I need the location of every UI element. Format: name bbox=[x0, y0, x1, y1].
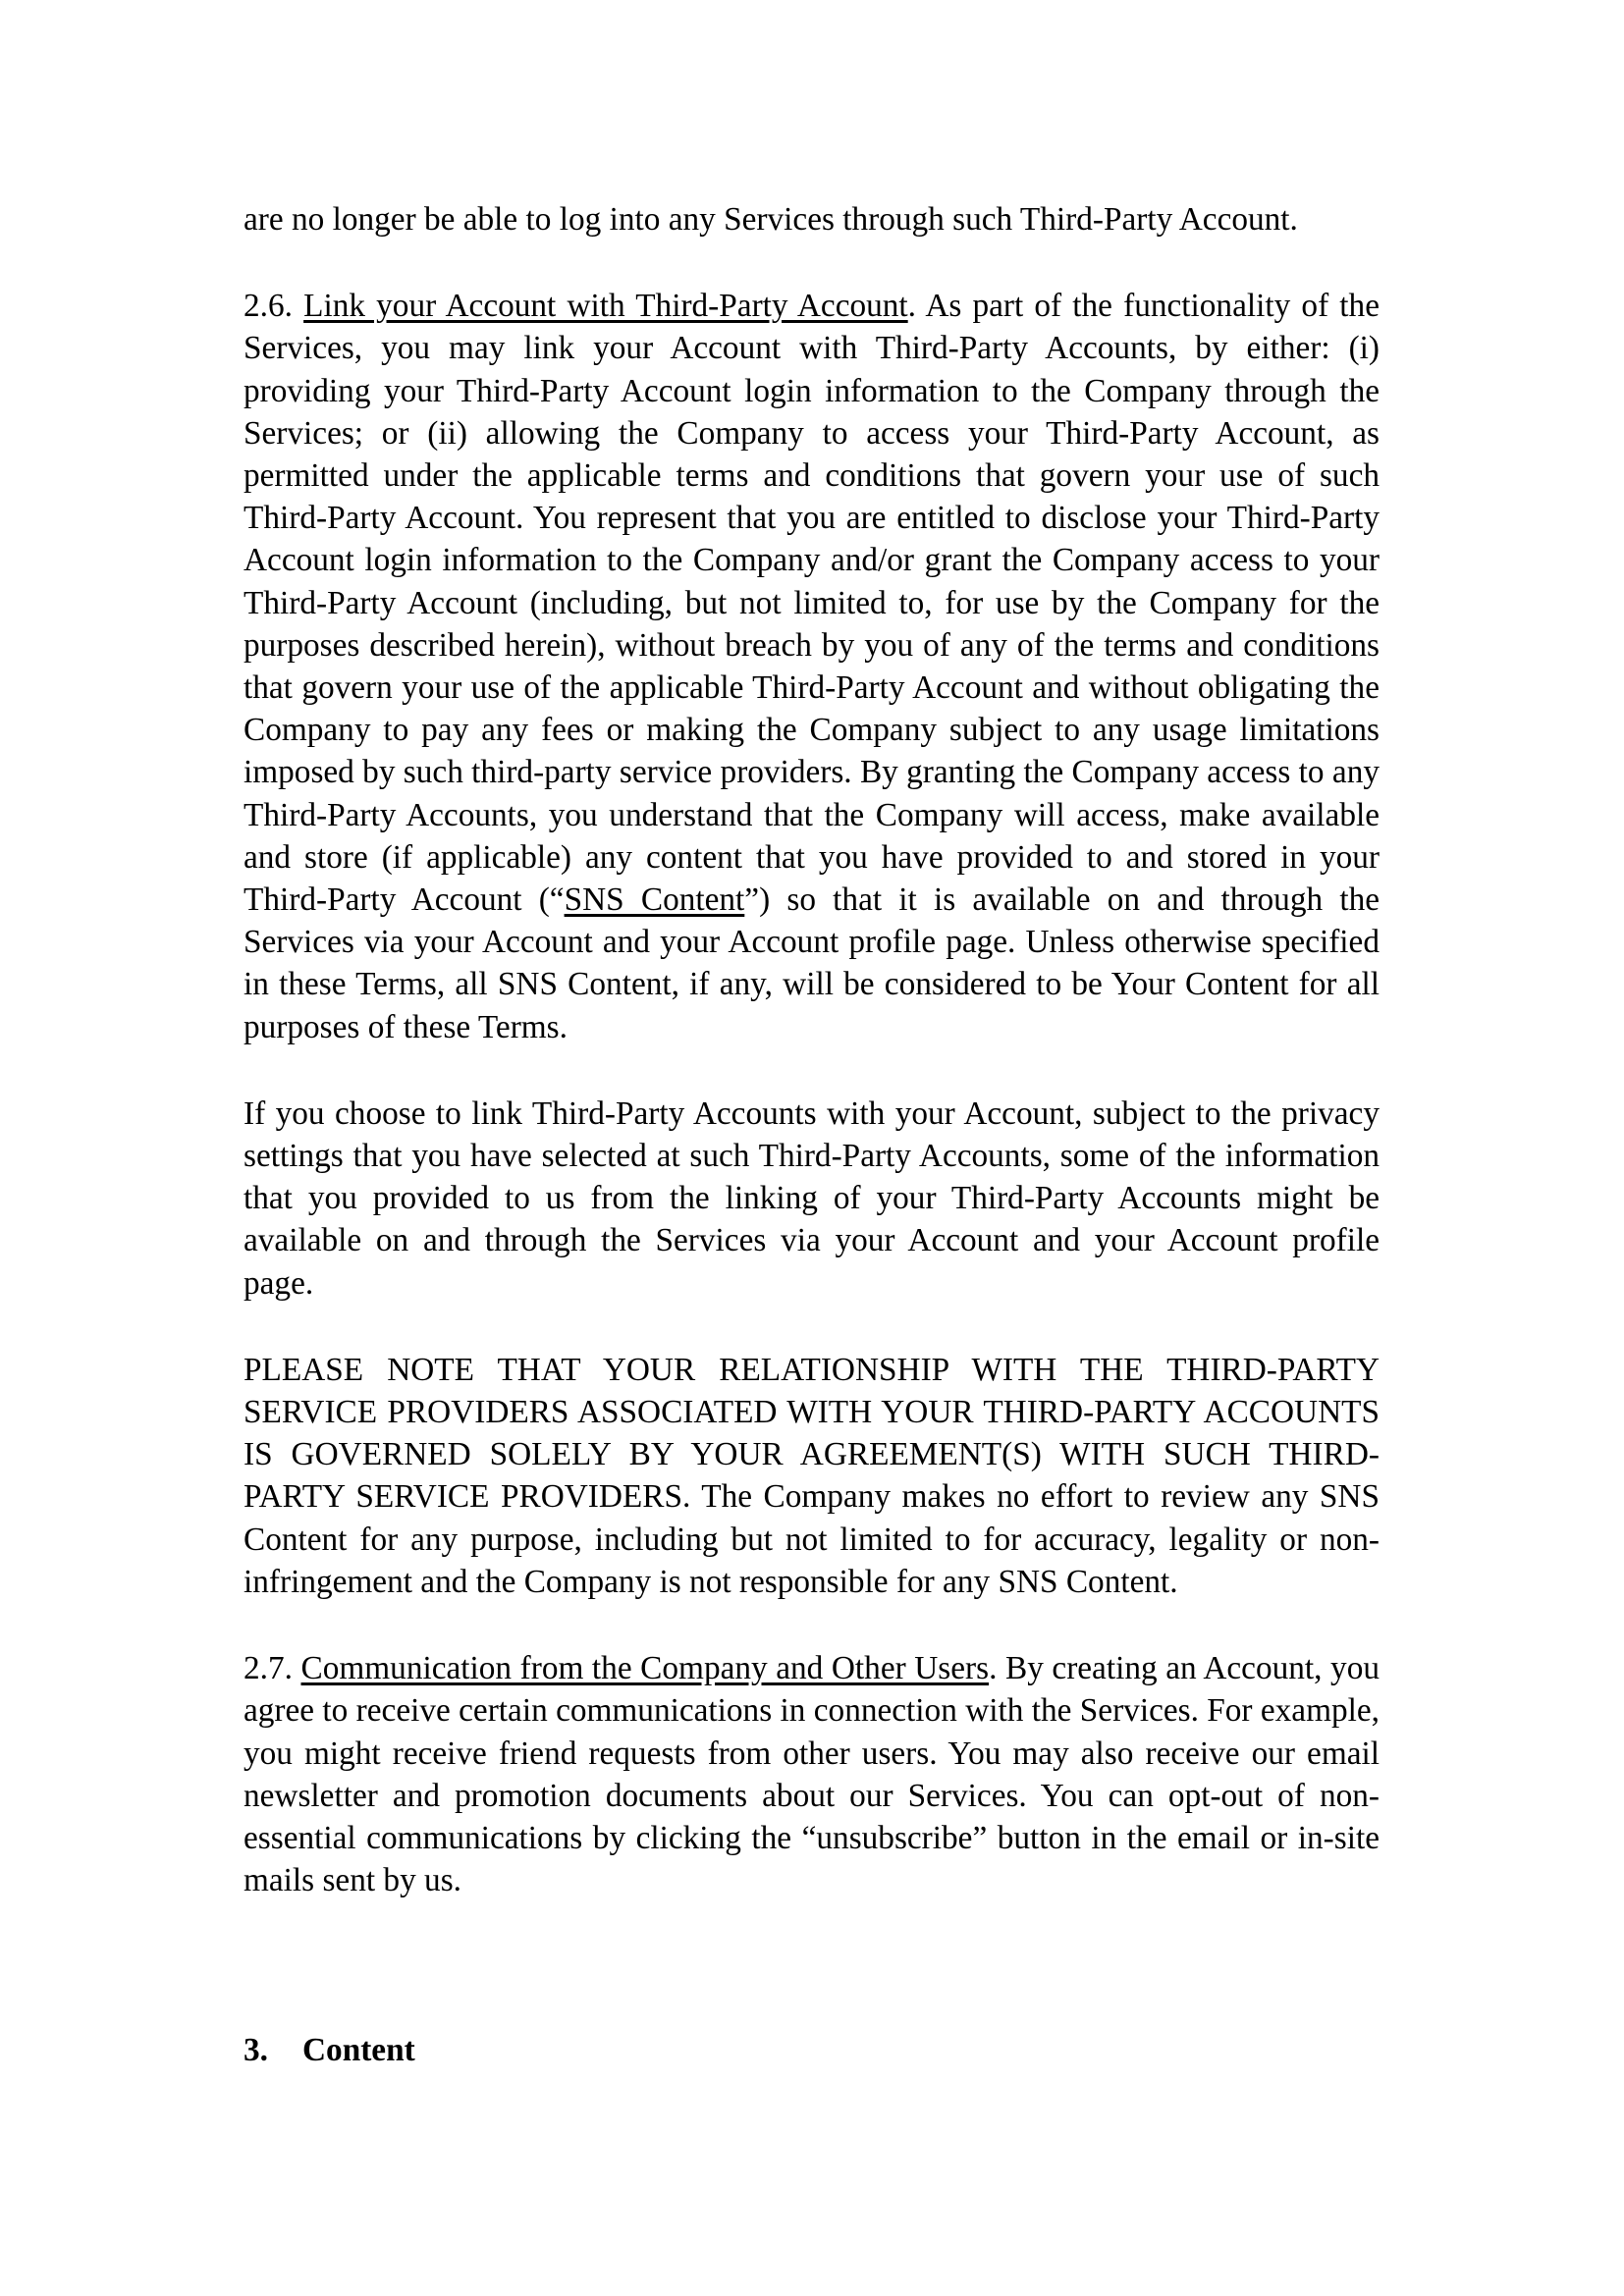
text-segment: PLEASE NOTE THAT YOUR RELATIONSHIP WITH THE THIRD-PARTY SERVICE PROVIDERS ASSOCIATED WITH YOUR THIRD-PARTY ACCOUNTS IS GOVERNED SOLELY BY YOUR AGREEMENT(S) WITH SUCH THIRD-PARTY SERVICE PROVIDERS. The Company makes no effort to review any SNS Content for any purpose, including but not limited to for accuracy, legality or non-infringement and the Company is not responsible for any SNS Content. bbox=[244, 1351, 1380, 1600]
paragraph-please-note bbox=[244, 1349, 1380, 1603]
paragraph-2-6 bbox=[244, 285, 1380, 1048]
text-segment: are no longer be able to log into any Services through such Third-Party Account. bbox=[244, 201, 1298, 238]
section-3-heading-title: Content bbox=[302, 2032, 415, 2069]
sns-content-term-underlined: SNS Content bbox=[564, 881, 745, 919]
section-3-heading bbox=[244, 2029, 1380, 2071]
section-2-6-title-underlined: Link your Account with Third-Party Account bbox=[303, 288, 908, 325]
paragraph-linking-privacy bbox=[244, 1093, 1380, 1305]
text-segment: If you choose to link Third-Party Accounts with your Account, subject to the privacy settings that you have selected at such Third-Party Accounts, some of the information that you provided to us from the linking of your Third-Party Accounts might be available on and through the Services via your Account and your Account profile page. bbox=[244, 1095, 1380, 1302]
section-2-7-title-underlined: Communication from the Company and Other Users bbox=[300, 1650, 990, 1687]
section-number: 2.6. bbox=[244, 288, 304, 325]
section-number: 2.7. bbox=[244, 1650, 301, 1687]
text-segment: ”) so that it is available on and through the Services via your Account and your Account profile page. Unless otherwise specified in these Terms, all SNS Content, if any, will be considered to be Your Content for all purposes of these Terms. bbox=[244, 881, 1380, 1045]
section-3-heading-number: 3. bbox=[244, 2032, 268, 2069]
paragraph-continuation bbox=[244, 198, 1380, 240]
text-segment: . As part of the functionality of the Services, you may link your Account with Third-Party Accounts, by either: (i) providing your Third-Party Account login information to the Company through the Services; or (ii) allowing the Company to access your Third-Party Account, as permitted under the applicable terms and conditions that govern your use of such Third-Party Account. You represent that you are entitled to disclose your Third-Party Account login information to the Company and/or grant the Company access to your Third-Party Account (including, but not limited to, for use by the Company for the purposes described herein), without breach by you of any of the terms and conditions that govern your use of the applicable Third-Party Account and without obligating the Company to pay any fees or making the Company subject to any usage limitations imposed by such third-party service providers. By granting the Company access to any Third-Party Accounts, you understand that the Company will access, make available and store (if applicable) any content that you have provided to and stored in your Third-Party Account (“ bbox=[244, 288, 1380, 919]
text-segment: . By creating an Account, you agree to receive certain communications in connection with the Services. For example, you might receive friend requests from other users. You may also receive our email newsletter and promotion documents about our Services. You can opt-out of non-essential communications by clicking the “unsubscribe” button in the email or in-site mails sent by us. bbox=[244, 1650, 1380, 1899]
paragraph-2-7 bbox=[244, 1647, 1380, 1901]
